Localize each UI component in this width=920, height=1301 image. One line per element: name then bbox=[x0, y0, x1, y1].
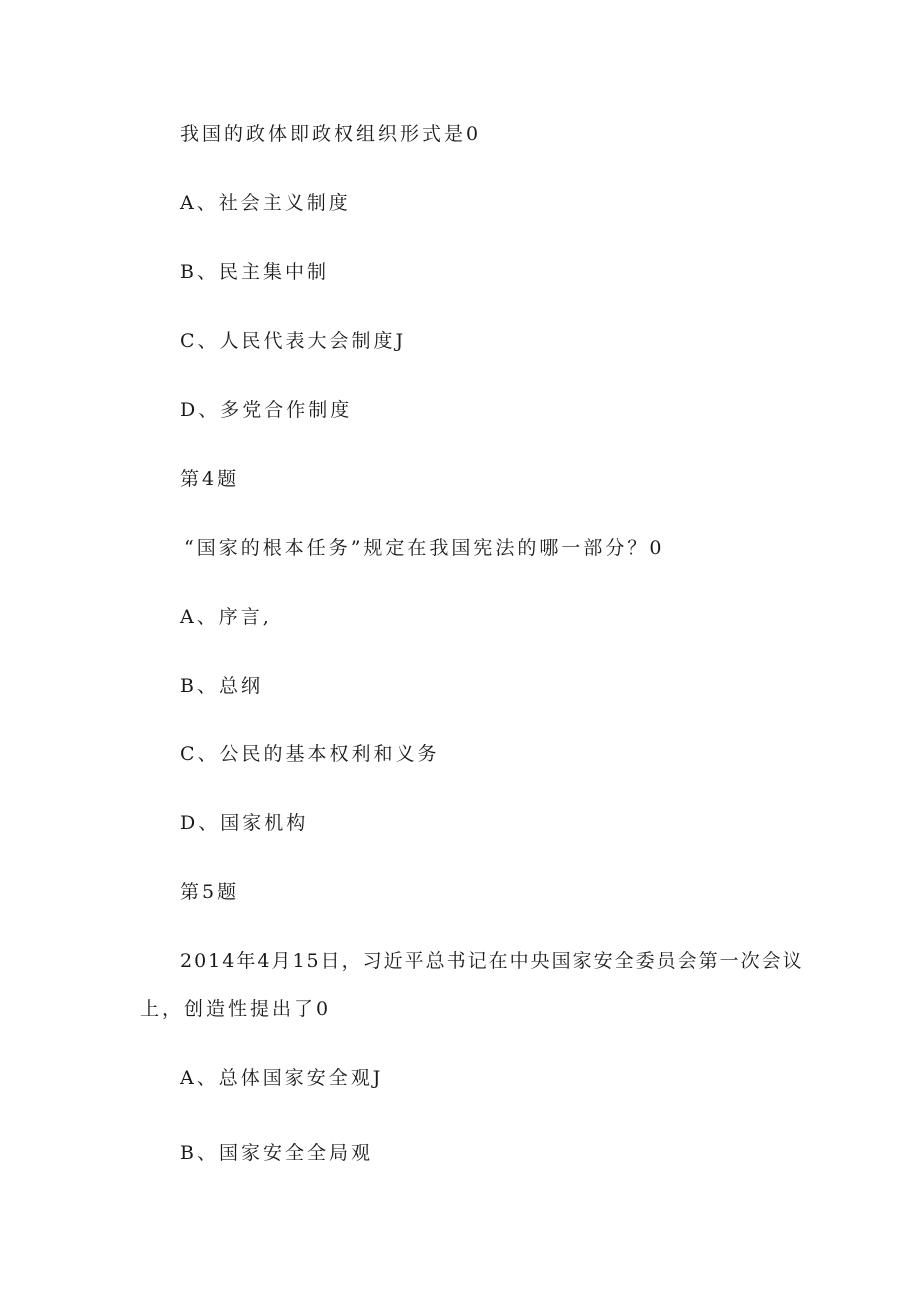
q5-option-b: B、国家安全全局观 bbox=[180, 1142, 373, 1164]
question-5-heading: 第5题 bbox=[180, 881, 240, 903]
question-4-heading: 第4题 bbox=[180, 468, 240, 490]
question-5-text-line-2: 上，创造性提出了0 bbox=[140, 998, 332, 1020]
q3-option-a: A、社会主义制度 bbox=[180, 192, 351, 214]
q3-option-c: C、人民代表大会制度J bbox=[180, 330, 407, 352]
question-5-text-line-1: 2014年4月15日，习近平总书记在中央国家安全委员会第一次会议 bbox=[180, 950, 804, 972]
q3-option-d: D、多党合作制度 bbox=[180, 399, 353, 421]
q3-option-b: B、民主集中制 bbox=[180, 261, 329, 283]
q4-option-d: D、国家机构 bbox=[180, 812, 309, 834]
question-4-text: “国家的根本任务”规定在我国宪法的哪一部分？0 bbox=[184, 537, 665, 559]
question-3-text: 我国的政体即政权组织形式是0 bbox=[180, 123, 482, 145]
q5-option-a: A、总体国家安全观J bbox=[180, 1067, 384, 1089]
q4-option-c: C、公民的基本权利和义务 bbox=[180, 743, 440, 765]
q4-option-b: B、总纲 bbox=[180, 675, 263, 697]
q4-option-a: A、序言, bbox=[180, 606, 272, 628]
